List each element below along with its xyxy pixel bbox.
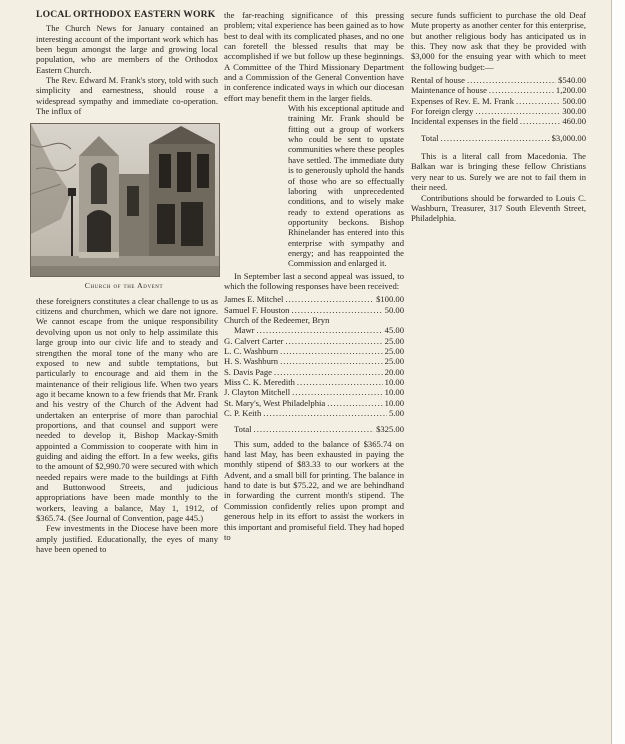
donor-row: Church of the Redeemer, Bryn bbox=[224, 314, 330, 325]
paragraph-significance: the far-reaching significance of this pressing problem; vital experience has been gained as to how best to deal with its complicated phases, and no one can foretell the blessed results that may be accomplished if we but follow up these beginnings. A Committee of the Third Missionary Department and a Commission of the General Convention have in conference indicated ways in which our diocesan effort may benefit them in the larger fields. bbox=[224, 10, 404, 103]
budget-total-row: Total ..... $3,000.00 bbox=[411, 133, 586, 143]
donor-row: St. Mary's, West Philadelphia ..... 10.00 bbox=[224, 398, 404, 408]
donor-list bbox=[224, 294, 404, 434]
budget-list bbox=[411, 75, 586, 143]
paragraph-funds: secure funds sufficient to purchase the old Deaf Mute property as another center for this enterprise, but another religious body has anticipated us in this. They now ask that they be provided with $3,000 for the ensuing year with which to meet the following budget:— bbox=[411, 10, 586, 72]
donor-row: Mawr ..... 45.00 bbox=[224, 325, 404, 335]
church-photo-figure bbox=[30, 123, 218, 291]
budget-row: Maintenance of house ..... 1,200.00 bbox=[411, 85, 586, 95]
church-of-the-advent-photo bbox=[30, 123, 220, 277]
donor-row: L. C. Washburn ..... 25.00 bbox=[224, 346, 404, 356]
column-middle bbox=[224, 10, 404, 542]
donor-row: S. Davis Page ..... 20.00 bbox=[224, 367, 404, 377]
donor-row: J. Clayton Mitchell ..... 10.00 bbox=[224, 387, 404, 397]
paragraph-story: The Rev. Edward M. Frank's story, told with such simplicity and earnestness, should rouse a widespread sympathy and immediate co-operation. The influx of bbox=[36, 75, 218, 117]
column-left bbox=[36, 10, 218, 554]
paragraph-sum: This sum, added to the balance of $365.74 on hand last May, has been exhausted in paying the monthly stipend of $83.33 to our workers at the Advent, and a small bill for printing. The balance in hand to date is but $75.22, and we are behindhand in forwarding the current month's stipend. The Commission confidently relies upon prompt and generous help in its effort to assist the workers in this important and promiseful field. They had hoped to bbox=[224, 438, 404, 542]
budget-row: Expenses of Rev. E. M. Frank ..... 500.00 bbox=[411, 96, 586, 106]
donor-row: H. S. Washburn ..... 25.00 bbox=[224, 356, 404, 366]
paragraph-macedonia: This is a literal call from Macedonia. The Balkan war is bringing these fellow Christians very near to us. Surely we are not to fail them in their need. bbox=[411, 151, 586, 193]
paragraph-investments: Few investments in the Diocese have been more amply justified. Educationally, the eyes of many have been opened to bbox=[36, 523, 218, 555]
budget-row: Rental of house ..... $540.00 bbox=[411, 75, 586, 85]
paragraph-aptitude: With his exceptional aptitude and training Mr. Frank should be fitting out a group of workers who could be sent to upstate communities where these peoples have settled. The immediate duty is to generously uphold the hands of those who are so effectually laboring with unprecedented conditions, and to wisely make ready to extend operations as opportunity beckons. Bishop Rhinelander has entered into this enterprise with sympathy and energy; and has reappointed the Commission and enlarged it. bbox=[288, 103, 404, 269]
article-heading: LOCAL ORTHODOX EASTERN WORK bbox=[36, 9, 216, 20]
donor-row: Samuel F. Houston ..... 50.00 bbox=[224, 305, 404, 315]
budget-row: For foreign clergy ..... 300.00 bbox=[411, 106, 586, 116]
budget-row: Incidental expenses in the field ..... 460.00 bbox=[411, 116, 586, 126]
paragraph-challenge: these foreigners constitutes a clear challenge to us as citizens and churchmen, which we dare not ignore. We cannot escape from the unique responsibility devolving upon us not only to help assimilate this large group into our civic life and to steady and strengthen the moral tone of the many who are exposed to new and subtle temptations, but particularly to encourage and aid them in the maintenance of their religious life. When two years ago it became known to a few friends that Mr. Frank and his vestry of the Church of the Advent had undertaken an enterprise of more than parochial proportions, and that counsel and support were needed to develop it, Bishop Mackay-Smith appointed a Commission to cooperate with him in guiding and aiding the effort. In a few weeks, gifts to the amount of $2,990.70 were secured with which needed repairs were made to the buildings at Fifth and Buttonwood Streets, and judicious appropriations have been made monthly to the workers, leaving a balance, May 1, 1912, of $365.74. (See Journal of Convention, page 445.) bbox=[36, 295, 218, 523]
paragraph-contributions: Contributions should be forwarded to Louis C. Washburn, Treasurer, 317 South Eleventh Street, Philadelphia. bbox=[411, 192, 586, 224]
donor-row: C. P. Keith ..... 5.00 bbox=[224, 408, 404, 418]
donor-row: Miss C. K. Meredith ..... 10.00 bbox=[224, 377, 404, 387]
donor-row: G. Calvert Carter ..... 25.00 bbox=[224, 336, 404, 346]
photo-caption: Church of the Advent bbox=[84, 281, 164, 291]
column-right bbox=[411, 10, 586, 224]
paragraph-intro: The Church News for January contained an interesting account of the important work which has been begun amongst the large and growing local population, who are members of the Orthodox Eastern Church. bbox=[36, 23, 218, 75]
donor-total-row: Total ..... $325.00 bbox=[224, 424, 404, 434]
paragraph-second-appeal: In September last a second appeal was issued, to which the following responses have been received: bbox=[224, 270, 404, 291]
donor-row: James E. Mitchel ..... $100.00 bbox=[224, 294, 404, 304]
